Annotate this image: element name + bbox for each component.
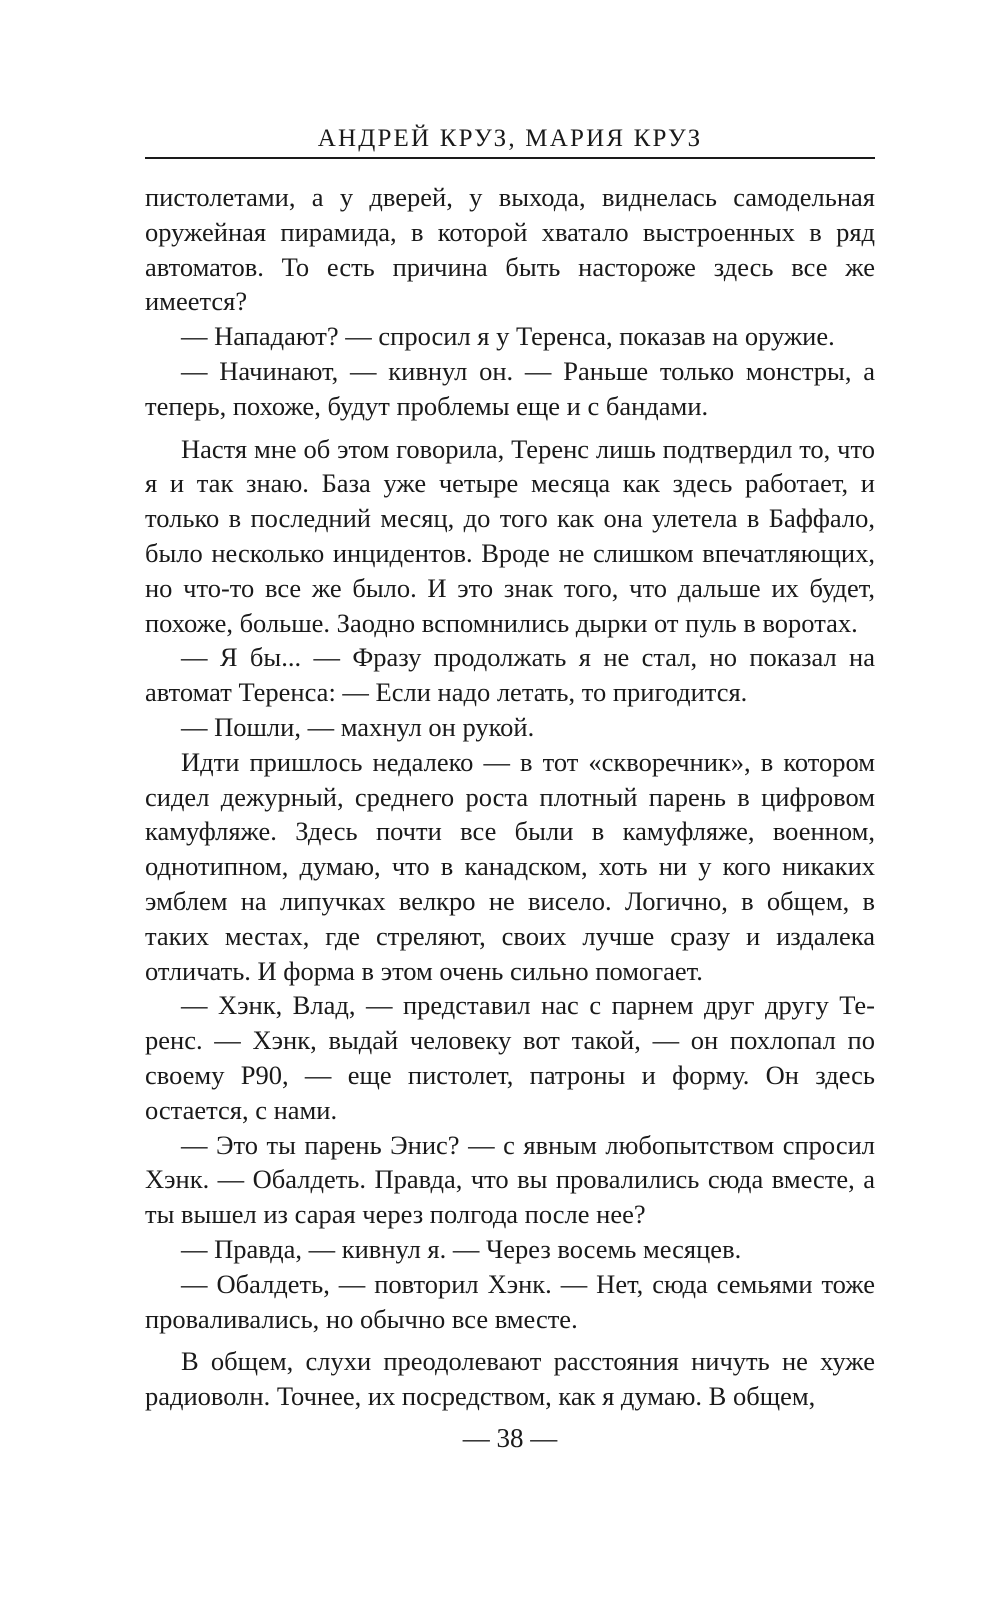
paragraph: В общем, слухи преодолевают расстояния ничуть не хуже радиоволн. Точнее, их посредством, как я думаю. В общем, (145, 1346, 875, 1412)
paragraph: — Нападают? — спросил я у Теренса, показав на оружие. (181, 321, 835, 352)
paragraph: Настя мне об этом говорила, Теренс лишь подтвердил то, что я и так знаю. База уже четыре месяца как здесь работает, и только в последний месяц, до того как она улетела в Баффало, было несколько инцидентов. Вроде не слишком впечатляющих, но что-то все же было. И это знак того, что дальше их будет, похоже, больше. Заодно вспомнились дырки от пуль в воротах. (145, 433, 875, 638)
paragraph: — Правда, — кивнул я. — Через восемь месяцев. (181, 1233, 742, 1264)
paragraph: — Хэнк, Влад, — представил нас с парнем друг другу Теренс. — Хэнк, выдай человеку вот такой, — он похлопал по своему P90, — еще пистолет, патроны и форму. Он здесь остается, с нами. (145, 990, 875, 1125)
book-page (145, 0, 875, 1616)
body-text (145, 180, 875, 1414)
paragraph: — Начинают, — кивнул он. — Раньше только монстры, а теперь, похоже, будут проблемы еще и с бандами. (145, 355, 875, 421)
running-head: АНДРЕЙ КРУЗ, МАРИЯ КРУЗ (317, 125, 703, 152)
paragraph: — Я бы... — Фразу продолжать я не стал, но показал на автомат Теренса: — Если надо летать, то пригодится. (145, 642, 875, 708)
paragraph: Идти пришлось недалеко — в тот «скворечник», в котором сидел дежурный, среднего роста плотный парень в цифровом камуфляже. Здесь почти все были в камуфляже, военном, однотипном, думаю, что в канадском, хоть ни у кого никаких эмблем на липучках велкро не висело. Логично, в общем, в таких местах, где стреляют, своих лучше сразу и издалека отличать. И форма в этом очень сильно помогает. (145, 746, 875, 986)
paragraph: — Пошли, — махнул он рукой. (181, 711, 535, 742)
paragraph: — Обалдеть, — повторил Хэнк. — Нет, сюда семьями тоже проваливались, но обычно все вместе. (145, 1268, 875, 1334)
page-number: — 38 — (462, 1423, 558, 1453)
paragraph: — Это ты парень Энис? — с явным любопытством спросил Хэнк. — Обалдеть. Правда, что вы провалились сюда вместе, а ты вышел из сарая через полгода после нее? (145, 1129, 875, 1230)
header-rule (145, 157, 875, 159)
paragraph: пистолетами, а у дверей, у выхода, виднелась самодельная оружейная пирамида, в которой хватало выстроенных в ряд автоматов. То есть причина быть настороже здесь все же имеется? (145, 182, 875, 317)
